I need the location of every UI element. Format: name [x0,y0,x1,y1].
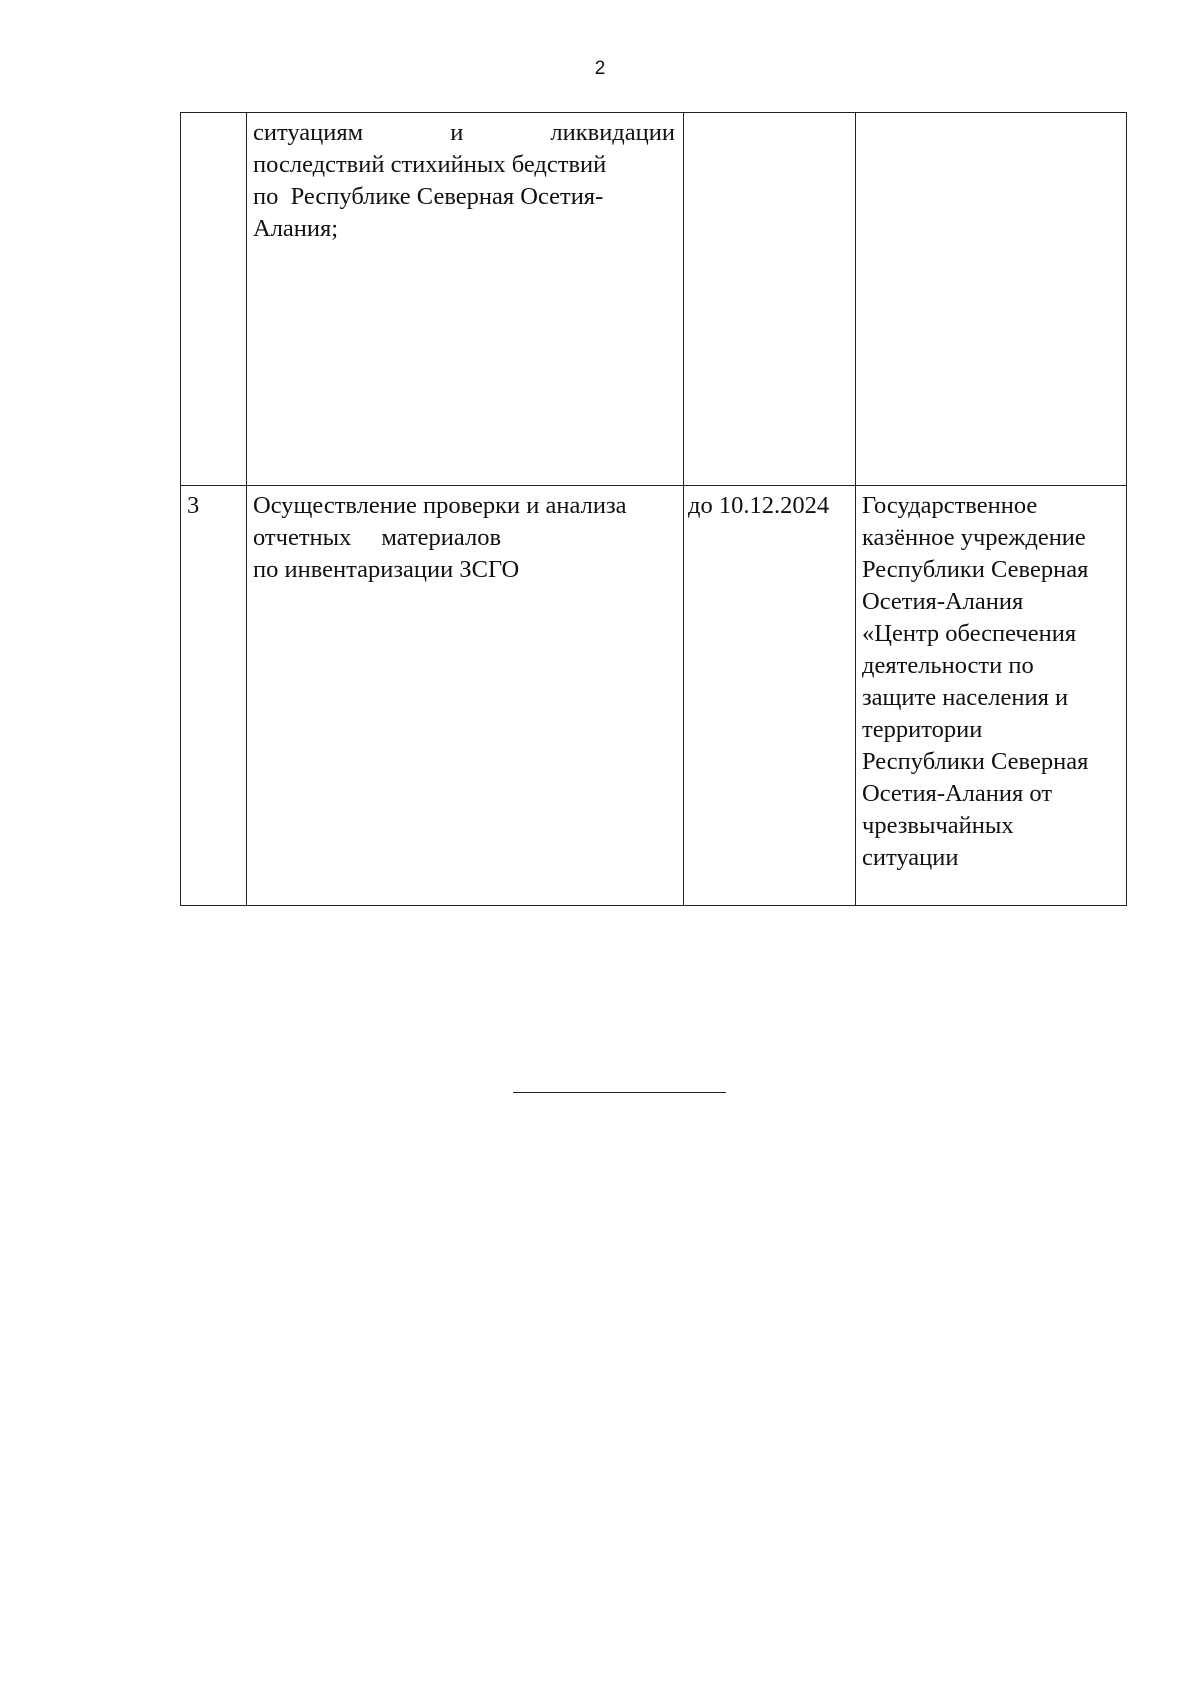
activity-line [253,522,675,554]
responsible-line: Республики Северная [862,556,1089,583]
activity-line: Алания; [253,215,339,242]
responsible-line: казённое учреждение [862,524,1086,551]
responsible-line: территории [862,716,983,743]
activity-line: по инвентаризации ЗСГО [253,556,520,583]
activity-line: последствий стихийных бедствий [253,151,607,178]
table-row-3 [181,486,1127,906]
row-number-cell: 3 [181,486,247,906]
activity-word: материалов [381,524,502,551]
page-number: 2 [594,58,606,79]
responsible-line: защите населения и [862,684,1069,711]
responsible-line: Республики Северная [862,748,1089,775]
table-row-continued [181,113,1127,486]
activity-cell [247,113,684,486]
responsible-line: «Центр обеспечения [862,620,1077,647]
activity-word: ликвидации [550,119,675,146]
activity-line: Осуществление проверки и анализа [253,492,627,519]
row-number-cell [181,113,247,486]
plan-table [180,112,1127,906]
activity-line [253,117,675,149]
activity-word: по [253,183,279,210]
activity-word: и [450,119,464,146]
responsible-line: Государственное [862,492,1038,519]
activity-cell [247,486,684,906]
responsible-line: Осетия-Алания [862,588,1024,615]
responsible-line: Осетия-Алания от [862,780,1053,807]
responsible-cell [856,486,1127,906]
responsible-line: ситуации [862,844,959,871]
responsible-line: чрезвычайных [862,812,1014,839]
activity-word: ситуациям [253,119,364,146]
activity-word: отчетных [253,524,352,551]
deadline-cell: до 10.12.2024 [684,486,856,906]
responsible-line: деятельности по [862,652,1034,679]
end-of-document-rule [513,1092,726,1093]
activity-word: Республике Северная Осетия- [290,183,604,210]
activity-line [253,181,675,213]
responsible-cell [856,113,1127,486]
deadline-cell [684,113,856,486]
